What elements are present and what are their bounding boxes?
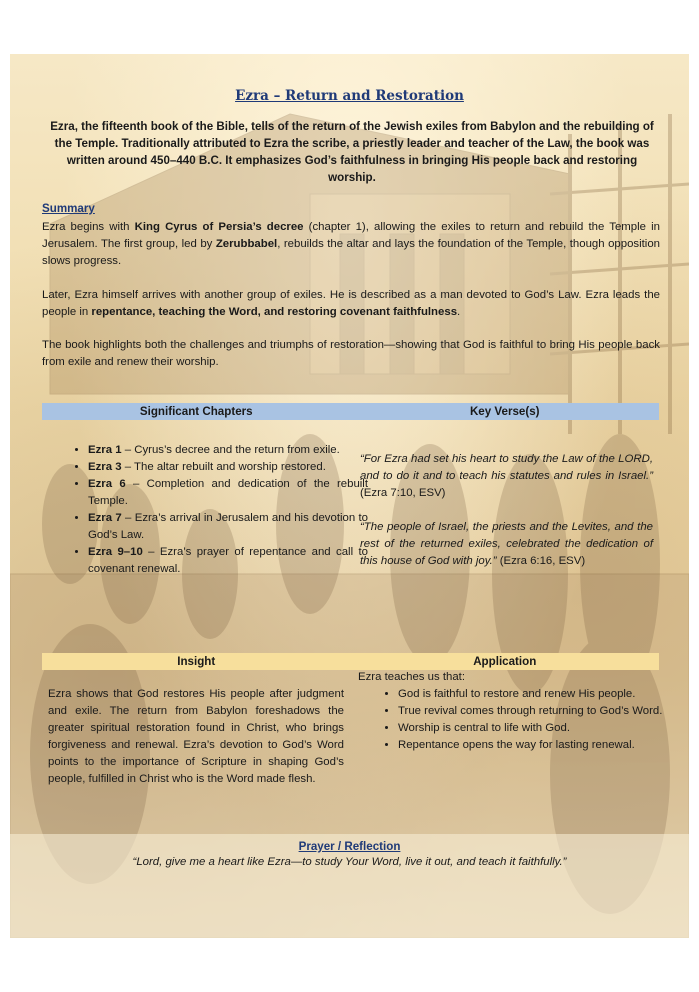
summary-p1-bold-zerubbabel: Zerubbabel [215,238,278,250]
chapter-ref: Ezra 9–10 [88,546,143,558]
prayer-text: “Lord, give me a heart like Ezra—to study Your Word, live it out, and teach it faithfully.” [132,856,567,868]
chapter-ref: Ezra 6 [88,478,126,490]
chapters-table-header [42,403,659,420]
page-title: Ezra – Return and Restoration [235,88,464,104]
list-item: • True revival comes through returning to God’s Word. [398,703,672,720]
list-item [88,459,368,476]
key-verses [360,451,653,570]
application-intro: Ezra teaches us that: [358,671,466,683]
insight-text: Ezra shows that God restores His people after judgment and exile. The return from Babylon foreshadows the greater spiritual restoration found in Christ, who brings forgiveness and renewal. Ezra’s devotion to God’s Word points to the importance of Scripture in shaping God’s people, fulfilled in Christ who is the Word made flesh. [48,688,344,785]
chapters-list [68,442,368,578]
summary-p1-text-e: , rebuilds the altar and lays the foundation of the Temple, though opposition slows progress. [42,238,660,267]
chapter-ref: Ezra 3 [88,461,122,473]
chapter-text: – The altar rebuilt and worship restored. [121,461,326,473]
summary-p2-bold: repentance, teaching the Word, and restoring covenant faithfulness [91,306,458,318]
list-item: • God is faithful to restore and renew His people. [398,686,672,703]
summary-p2-text-c: . [457,306,461,318]
list-item: • Worship is central to life with God. [398,720,672,737]
verse-quote: “The people of Israel, the priests and the Levites, and the rest of the returned exiles, celebrated the dedication of this house of God with joy.” [360,521,653,567]
header-key-verses: Key Verse(s) [469,405,540,418]
summary-heading: Summary [42,202,95,215]
list-item [88,510,368,544]
insight-table-header [42,653,659,670]
list-item: • Repentance opens the way for lasting renewal. [398,737,672,754]
list-item [88,544,368,578]
key-verse-1 [360,451,653,502]
list-item [88,442,368,459]
summary-p1-text-a: Ezra begins with [42,221,135,233]
document-content [10,54,689,938]
document-page [10,54,689,938]
verse-ref: (Ezra 7:10, ESV) [360,487,446,499]
summary-p1-text-c: (chapter 1), allowing the exiles to return and rebuild the Temple in Jerusalem. The first group, led by [42,221,660,250]
summary-p1-bold-cyrus: King Cyrus of Persia’s decree [134,221,304,233]
header-significant-chapters: Significant Chapters [139,405,253,418]
verse-quote: “For Ezra had set his heart to study the Law of the LORD, and to do it and to teach his statutes and rules in Israel.” [360,453,653,482]
summary-paragraph-3: The book highlights both the challenges and triumphs of restoration—showing that God is faithful to bring His people back from exile and renew their worship. [42,339,660,368]
list-item [88,476,368,510]
summary-paragraph-1 [42,219,660,270]
verse-ref: (Ezra 6:16, ESV) [496,555,586,567]
application-list [378,686,672,754]
chapter-text: – Cyrus’s decree and the return from exile. [121,444,340,456]
header-application: Application [473,655,537,668]
summary-paragraph-2 [42,287,660,321]
header-insight: Insight [177,655,216,668]
chapter-text: – Ezra’s arrival in Jerusalem and his devotion to God’s Law. [88,512,369,541]
chapter-ref: Ezra 7 [88,512,122,524]
chapter-text: – Completion and dedication of the rebuilt Temple. [88,478,369,507]
prayer-heading: Prayer / Reflection [298,840,401,853]
summary-p2-text-a: Later, Ezra himself arrives with another group of exiles. He is described as a man devoted to God’s Law. Ezra leads the people in [42,289,660,318]
intro-paragraph: Ezra, the fifteenth book of the Bible, tells of the return of the Jewish exiles from Babylon and the rebuilding of the Temple. Traditionally attributed to Ezra the scribe, a priestly leader and teacher of the Law, the book was written around 450–440 B.C. It emphasizes God’s faithfulness in bringing His people back and restoring worship. [50,120,654,184]
chapter-text: – Ezra’s prayer of repentance and call to covenant renewal. [88,546,368,575]
chapter-ref: Ezra 1 [88,444,122,456]
key-verse-2 [360,519,653,570]
